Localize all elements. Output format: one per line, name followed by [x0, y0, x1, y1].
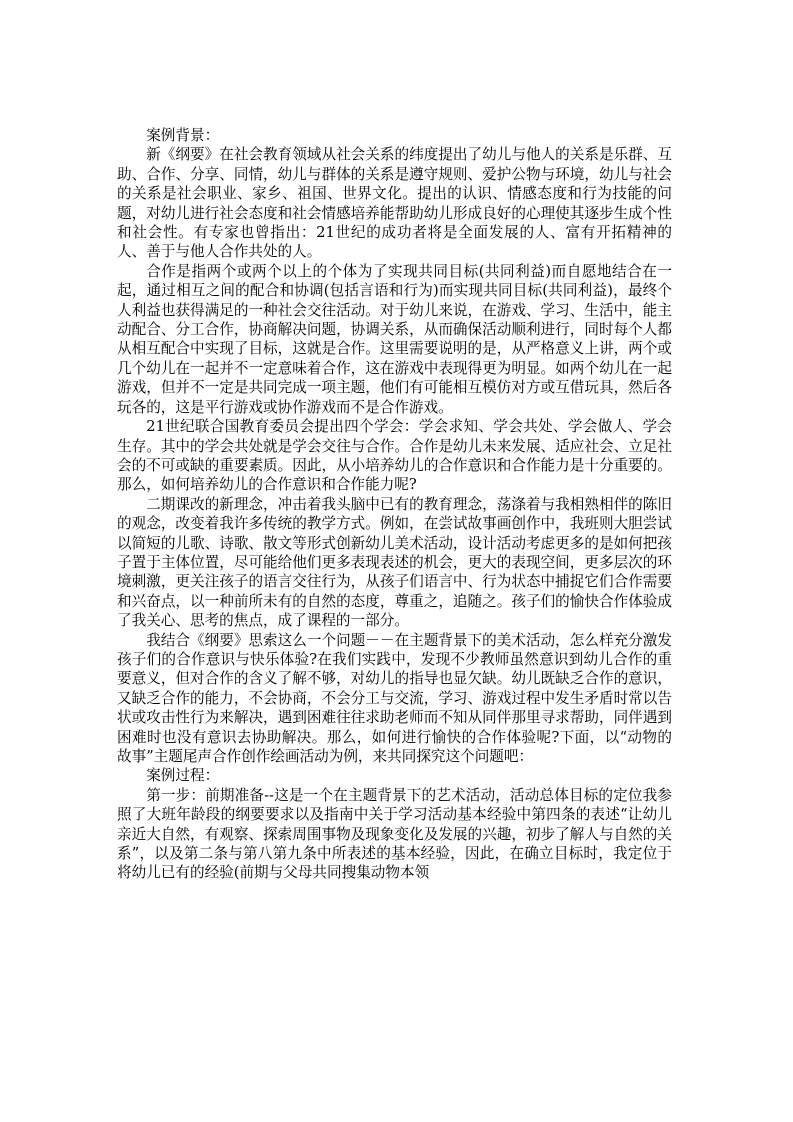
paragraph-four-learnings: 21世纪联合国教育委员会提出四个学会：学会求知、学会共处、学会做人、学会生存。其中的学会共处就是学会交往与合作。合作是幼儿未来发展、适应社会、立足社会的不可或缺的重要素质。因此，从小培养幼儿的合作意识和合作能力是十分重要的。那么，如何培养幼儿的合作意识和合作能力呢?: [117, 418, 672, 494]
paragraph-guidelines: 新《纲要》在社会教育领域从社会关系的纬度提出了幼儿与他人的关系是乐群、互助、合作、分享、同情，幼儿与群体的关系是遵守规则、爱护公物与环境，幼儿与社会的关系是社会职业、家乡、祖国、世界文化。提出的认识、情感态度和行为技能的问题，对幼儿进行社会态度和社会情感培养能帮助幼儿形成良好的心理使其逐步生成个性和社会性。有专家也曾指出：21世纪的成功者将是全面发展的人、富有开拓精神的人、善于与他人合作共处的人。: [117, 146, 672, 261]
paragraph-step-one: 第一步：前期准备--这是一个在主题背景下的艺术活动，活动总体目标的定位我参照了大班年龄段的纲要要求以及指南中关于学习活动基本经验中第四条的表述“让幼儿亲近大自然，有观察、探索周围事物及现象变化及发展的兴趣，初步了解人与自然的关系”，以及第二条与第八第九条中所表述的基本经验，因此，在确立目标时，我定位于将幼儿已有的经验(前期与父母共同搜集动物本领: [117, 786, 672, 882]
paragraph-cooperation-definition: 合作是指两个或两个以上的个体为了实现共同目标(共同利益)而自愿地结合在一起，通过相互之间的配合和协调(包括言语和行为)而实现共同目标(共同利益)，最终个人利益也获得满足的一种社会交往活动。对于幼儿来说，在游戏、学习、生活中，能主动配合、分工合作，协商解决问题，协调关系，从而确保活动顺利进行，同时每个人都从相互配合中实现了目标，这就是合作。这里需要说明的是，从严格意义上讲，两个或几个幼儿在一起并不一定意味着合作，这在游戏中表现得更为明显。如两个幼儿在一起游戏，但并不一定是共同完成一项主题，他们有可能相互模仿对方或互借玩具，然后各玩各的，这是平行游戏或协作游戏而不是合作游戏。: [117, 262, 672, 416]
section-heading-process: 案例过程：: [146, 767, 220, 785]
section-heading-background: 案例背景：: [146, 127, 220, 144]
paragraph-problem-statement: 我结合《纲要》思索这么一个问题－－在主题背景下的美术活动，怎么样充分激发孩子们的合作意识与快乐体验?在我们实践中，发现不少教师虽然意识到幼儿合作的重要意义，但对合作的含义了解不够，对幼儿的指导也显欠缺。幼儿既缺乏合作的意识，又缺乏合作的能力，不会协商，不会分工与交流，学习、游戏过程中发生矛盾时常以告状或攻击性行为来解决，遇到困难往往求助老师而不知从同伴那里寻求帮助，同伴遇到困难时也没有意识去协助解决。那么，如何进行愉快的合作体验呢?下面，以“动物的故事”主题尾声合作创作绘画活动为例，来共同探究这个问题吧：: [117, 631, 672, 765]
paragraph-curriculum-reform: 二期课改的新理念，冲击着我头脑中已有的教育理念，荡涤着与我相熟相伴的陈旧的观念，改变着我许多传统的教学方式。例如，在尝试故事画创作中，我班则大胆尝试以简短的儿歌、诗歌、散文等形式创新幼儿美术活动，设计活动考虑更多的是如何把孩子置于主体位置，尽可能给他们更多表现表述的机会，更大的表现空间，更多层次的环境刺激，更关注孩子的语言交往行为，从孩子们语言中、行为状态中捕捉它们合作需要和兴奋点，以一种前所未有的自然的态度，尊重之，追随之。孩子们的愉快合作体验成了我关心、思考的焦点，成了课程的一部分。: [117, 495, 672, 630]
document-page: [117, 126, 672, 883]
